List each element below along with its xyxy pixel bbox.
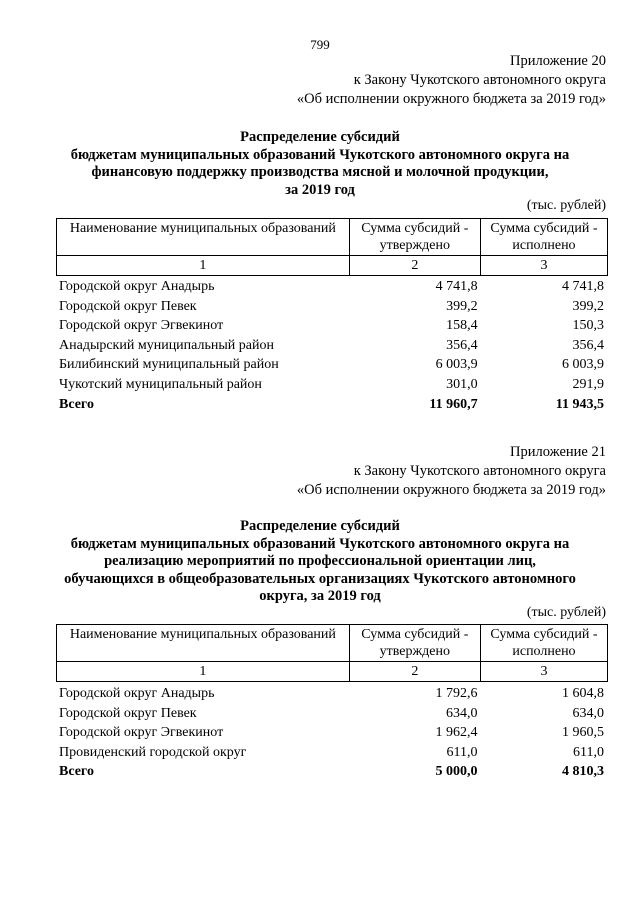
row-approved: 6 003,9 [435, 357, 478, 373]
row-executed: 399,2 [572, 298, 604, 314]
table-row [56, 297, 608, 317]
table-row [56, 684, 608, 704]
appendix-21-table-body [56, 684, 608, 782]
column-header-approved: Сумма субсидий - утверждено [349, 219, 480, 256]
row-name: Городской округ Эгвекинот [59, 725, 224, 741]
row-executed: 1 960,5 [562, 725, 604, 741]
appendix-20-law: к Закону Чукотского автономного округа [353, 72, 606, 88]
row-name: Городской округ Анадырь [59, 279, 215, 294]
table-row [56, 277, 608, 297]
total-approved: 5 000,0 [435, 764, 478, 780]
total-executed: 4 810,3 [562, 764, 604, 780]
row-executed: 1 604,8 [562, 686, 604, 701]
appendix-20-law-title: «Об исполнении окружного бюджета за 2019 год» [296, 91, 606, 107]
appendix-21-title-line: округа, за 2019 год [259, 588, 381, 604]
appendix-21-title-line: Распределение субсидий [240, 518, 400, 534]
table-row [56, 723, 608, 743]
page-number: 799 [310, 37, 330, 52]
appendix-21-title-line: реализацию мероприятий по профессиональной ориентации лиц, [104, 553, 536, 569]
table-row [56, 704, 608, 724]
row-executed: 150,3 [572, 318, 604, 334]
column-number-3: 3 [480, 256, 607, 276]
total-approved: 11 960,7 [429, 396, 478, 412]
row-name: Городской округ Певек [59, 705, 197, 721]
appendix-20-title-line: Распределение субсидий [240, 129, 400, 145]
row-approved: 611,0 [446, 744, 478, 760]
column-number-1: 1 [57, 662, 350, 682]
appendix-21-law-title: «Об исполнении окружного бюджета за 2019 год» [296, 482, 606, 498]
total-label: Всего [59, 396, 94, 412]
appendix-20-title-line: бюджетам муниципальных образований Чукотского автономного округа на [70, 146, 570, 163]
row-name: Анадырский муниципальный район [59, 337, 274, 353]
header-row [57, 219, 608, 256]
header-row [57, 625, 608, 662]
row-name: Билибинский муниципальный район [59, 357, 279, 373]
total-label: Всего [59, 764, 94, 780]
total-row [56, 395, 608, 415]
row-executed: 6 003,9 [562, 357, 604, 373]
appendix-21-title-line: обучающихся в общеобразовательных организациях Чукотского автономного [64, 570, 576, 587]
column-number-3: 3 [480, 662, 607, 682]
row-name: Городской округ Анадырь [59, 686, 215, 701]
column-header-executed: Сумма субсидий - исполнено [480, 219, 607, 256]
column-header-approved: Сумма субсидий - утверждено [349, 625, 480, 662]
appendix-21-header [297, 443, 606, 500]
column-number-2: 2 [349, 662, 480, 682]
appendix-21-title [40, 518, 600, 606]
row-executed: 356,4 [572, 337, 604, 353]
row-approved: 158,4 [446, 318, 478, 334]
row-name: Городской округ Эгвекинот [59, 318, 224, 334]
table-row [56, 743, 608, 763]
appendix-20-header [297, 52, 606, 109]
appendix-20-table-body [56, 277, 608, 414]
column-number-row [57, 662, 608, 682]
appendix-20-table-header [56, 218, 608, 276]
table-row [56, 375, 608, 395]
table-row [56, 336, 608, 356]
appendix-21-unit: (тыс. рублей) [526, 605, 606, 620]
column-number-1: 1 [57, 256, 350, 276]
row-approved: 1 962,4 [435, 725, 478, 741]
appendix-20-number: Приложение 20 [510, 53, 606, 69]
appendix-21-table-header [56, 624, 608, 682]
row-approved: 1 792,6 [435, 686, 478, 701]
column-header-name: Наименование муниципальных образований [57, 625, 350, 662]
appendix-20-unit: (тыс. рублей) [526, 198, 606, 213]
row-executed: 611,0 [573, 744, 604, 760]
table-row [56, 316, 608, 336]
column-number-2: 2 [349, 256, 480, 276]
row-approved: 399,2 [446, 298, 478, 314]
total-executed: 11 943,5 [555, 396, 604, 412]
appendix-21-law: к Закону Чукотского автономного округа [353, 463, 606, 479]
row-name: Провиденский городской округ [59, 744, 247, 760]
column-header-name: Наименование муниципальных образований [57, 219, 350, 256]
row-approved: 301,0 [446, 376, 478, 392]
appendix-21-title-line: бюджетам муниципальных образований Чукотского автономного округа на [70, 535, 570, 552]
row-approved: 356,4 [446, 337, 478, 353]
appendix-20-title-line: за 2019 год [285, 181, 355, 198]
row-executed: 291,9 [572, 376, 604, 392]
total-row [56, 762, 608, 782]
row-executed: 634,0 [572, 705, 604, 721]
appendix-20-title-line: финансовую поддержку производства мясной и молочной продукции, [91, 164, 549, 180]
column-number-row [57, 256, 608, 276]
appendix-20-title [40, 129, 600, 199]
row-name: Чукотский муниципальный район [59, 376, 262, 392]
row-approved: 634,0 [445, 705, 478, 721]
column-header-executed: Сумма субсидий - исполнено [480, 625, 607, 662]
row-name: Городской округ Певек [59, 298, 197, 314]
row-executed: 4 741,8 [562, 279, 604, 294]
appendix-21-number: Приложение 21 [510, 444, 606, 460]
row-approved: 4 741,8 [435, 279, 478, 294]
table-row [56, 355, 608, 375]
